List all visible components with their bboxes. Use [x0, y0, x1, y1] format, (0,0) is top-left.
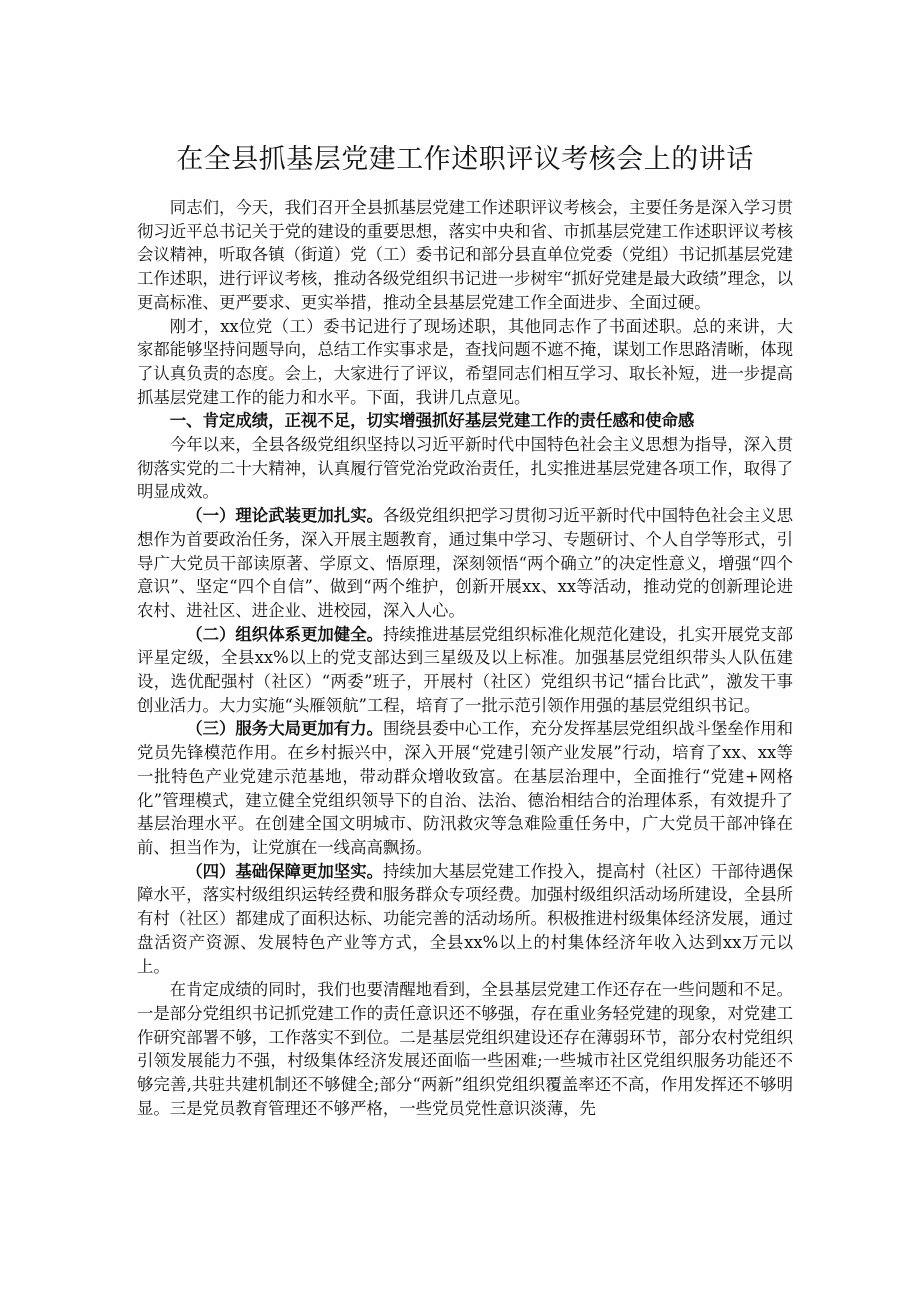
section-intro-paragraph: 今年以来，全县各级党组织坚持以习近平新时代中国特色社会主义思想为指导，深入贯彻落实党的二十大精神，认真履行管党治党政治责任，扎实推进基层党建各项工作，取得了明显成效。: [137, 435, 793, 502]
intro-paragraph: 刚才，xx位党（工）委书记进行了现场述职，其他同志作了书面述职。总的来讲，大家都能够坚持问题导向，总结工作实事求是，查找问题不遮不掩，谋划工作思路清晰，体现了认真负责的态度。会上，大家进行了评议，希望同志们相互学习、取长补短，进一步提高抓基层党建工作的能力和水平。下面，我讲几点意见。: [137, 316, 793, 407]
subsection-paragraph: [137, 623, 793, 718]
subsection-lead: （二）组织体系更加健全。: [186, 624, 383, 644]
section-heading: 一、肯定成绩，正视不足，切实增强抓好基层党建工作的责任感和使命感: [169, 411, 695, 431]
subsection-body: 围绕县委中心工作，充分发挥基层党组织战斗堡垒作用和党员先锋模范作用。在乡村振兴中，深入开展“党建引领产业发展”行动，培育了xx、xx等一批特色产业党建示范基地，带动群众增收致富。在基层治理中，全面推行“党建+网格化”管理模式，建立健全党组织领导下的自治、法治、德治相结合的治理体系，有效提升了基层治理水平。在创建全国文明城市、防汛救灾等急难险重任务中，广大党员干部冲锋在前、担当作为，让党旗在一线高高飘扬。: [137, 719, 794, 857]
closing-paragraph: 在肯定成绩的同时，我们也要清醒地看到，全县基层党建工作还存在一些问题和不足。一是部分党组织书记抓党建工作的责任意识还不够强，存在重业务轻党建的现象，对党建工作研究部署不够，工作落实不到位。二是基层党组织建设还存在薄弱环节，部分农村党组织引领发展能力不强，村级集体经济发展还面临一些困难;一些城市社区党组织服务功能还不够完善,共驻共建机制还不够健全;部分“两新”组织党组织覆盖率还不高，作用发挥还不够明显。三是党员教育管理还不够严格，一些党员党性意识淡薄，先: [137, 980, 793, 1118]
document-page: [137, 140, 793, 1120]
document-title: 在全县抓基层党建工作述职评议考核会上的讲话: [176, 144, 754, 175]
subsection-paragraph: [137, 860, 793, 979]
subsection-body: 持续推进基层党组织标准化规范化建设，扎实开展党支部评星定级，全县xx%以上的党支部达到三星级及以上标准。加强基层党组织带头人队伍建设，选优配强村（社区）“两委”班子，开展村（社区）党组织书记“擂台比武”，激发干事创业活力。大力实施“头雁领航”工程，培育了一批示范引领作用强的基层党组织书记。: [137, 624, 794, 715]
subsection-paragraph: [137, 717, 793, 859]
subsection-lead: （四）基础保障更加坚实。: [186, 861, 383, 881]
subsection-body: 持续加大基层党建工作投入，提高村（社区）干部待遇保障水平，落实村级组织运转经费和服务群众专项经费。加强村级组织活动场所建设，全县所有村（社区）都建成了面积达标、功能完善的活动场所。积极推进村级集体经济发展，通过盘活资产资源、发展特色产业等方式，全县xx%以上的村集体经济年收入达到xx万元以上。: [137, 861, 794, 976]
intro-paragraph: 同志们，今天，我们召开全县抓基层党建工作述职评议考核会，主要任务是深入学习贯彻习近平总书记关于党的建设的重要思想，落实中央和省、市抓基层党建工作述职评议考核会议精神，听取各镇（街道）党（工）委书记和部分县直单位党委（党组）书记抓基层党建工作述职，进行评议考核，推动各级党组织书记进一步树牢“抓好党建是最大政绩”理念，以更高标准、更严要求、更实举措，推动全县基层党建工作全面进步、全面过硬。: [137, 198, 793, 312]
subsection-body: 各级党组织把学习贯彻习近平新时代中国特色社会主义思想作为首要政治任务，深入开展主题教育，通过集中学习、专题研讨、个人自学等形式，引导广大党员干部读原著、学原文、悟原理，深刻领悟“两个确立”的决定性意义，增强“四个意识”、坚定“四个自信”、做到“两个维护，创新开展xx、xx等活动，推动党的创新理论进农村、进社区、进企业、进校园，深入人心。: [137, 506, 794, 620]
subsection-lead: （三）服务大局更加有力。: [186, 719, 383, 739]
subsection-lead: （一）理论武装更加扎实。: [186, 506, 383, 526]
subsection-paragraph: [137, 504, 793, 623]
